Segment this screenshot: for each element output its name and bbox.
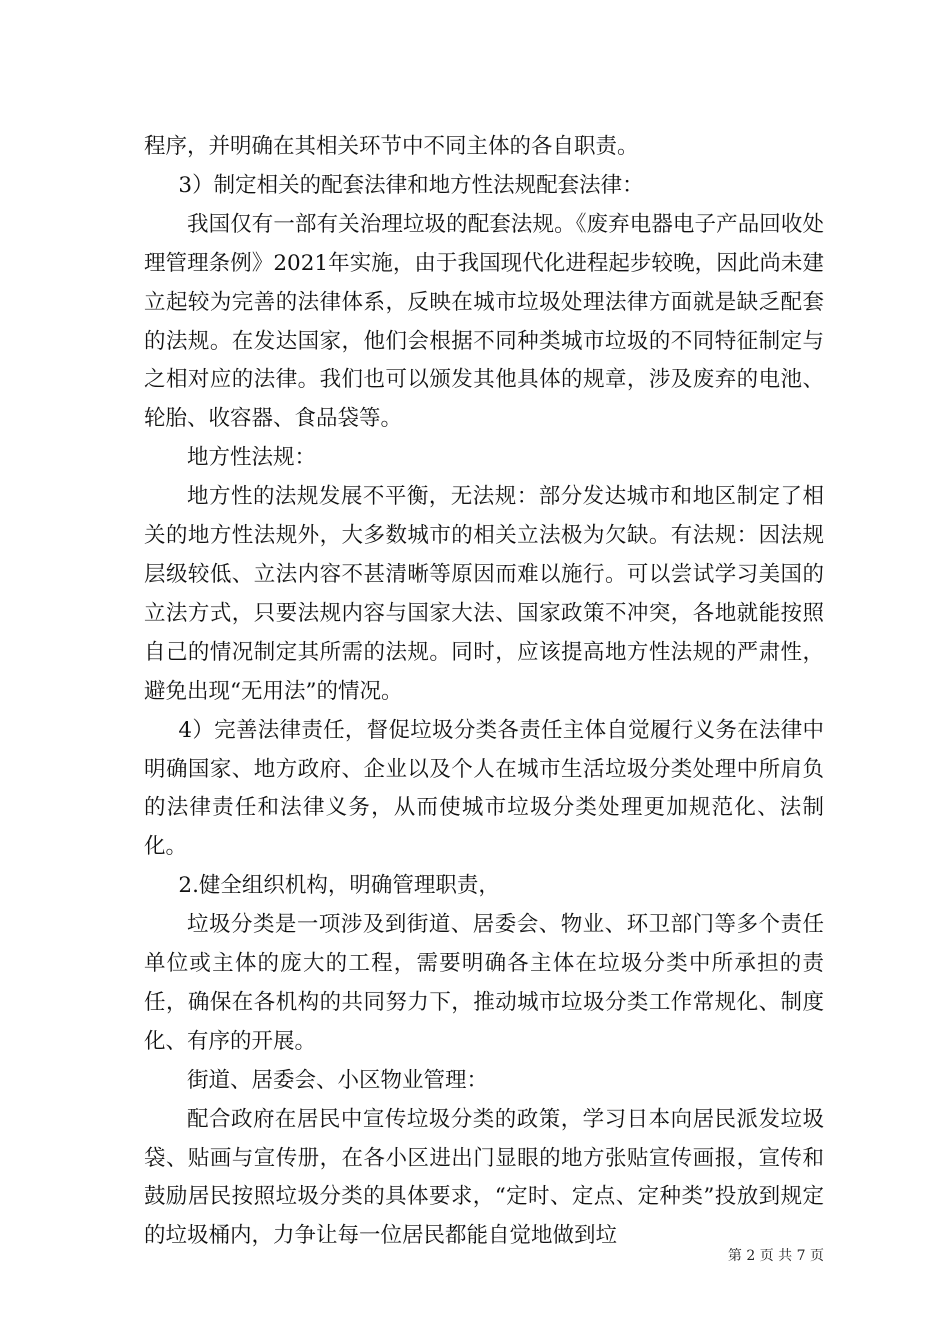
- page-number-footer: 第 2 页 共 7 页: [727, 1248, 824, 1264]
- paragraph-organization: 垃圾分类是一项涉及到街道、居委会、物业、环卫部门等多个责任单位或主体的庞大的工程，需要明确各主体在垃圾分类中所承担的责任，确保在各机构的共同努力下，推动城市垃圾分类工作常规化、制度化、有序的开展。: [144, 912, 824, 1054]
- paragraph-heading-local-regulations: 地方性法规：: [187, 445, 317, 471]
- paragraph-heading-community: 街道、居委会、小区物业管理：: [187, 1067, 489, 1093]
- paragraph-heading-4: 4）完善法律责任，督促垃圾分类各责任主体自觉履行义务在法律中明确国家、地方政府、企业以及个人在城市生活垃圾分类处理中所肩负的法律责任和法律义务，从而使城市垃圾分类处理更加规范化、法制化。: [144, 717, 824, 860]
- paragraph-local-regulations: 地方性的法规发展不平衡，无法规：部分发达城市和地区制定了相关的地方性法规外，大多数城市的相关立法极为欠缺。有法规：因法规层级较低、立法内容不甚清晰等原因而难以施行。可以尝试学习美国的立法方式，只要法规内容与国家大法、国家政策不冲突，各地就能按照自己的情况制定其所需的法规。同时，应该提高地方性法规的严肃性，避免出现“无用法”的情况。: [144, 484, 824, 704]
- paragraph-community: 配合政府在居民中宣传垃圾分类的政策，学习日本向居民派发垃圾袋、贴画与宣传册，在各小区进出门显眼的地方张贴宣传画报，宣传和鼓励居民按照垃圾分类的具体要求，“定时、定点、定种类”投放到规定的垃圾桶内，力争让每一位居民都能自觉地做到垃: [144, 1106, 824, 1249]
- document-body: [144, 128, 824, 1256]
- paragraph-heading-3: 3）制定相关的配套法律和地方性法规配套法律：: [178, 172, 644, 198]
- paragraph-supporting-laws: 我国仅有一部有关治理垃圾的配套法规。《废弃电器电子产品回收处理管理条例》2021年实施，由于我国现代化进程起步较晚，因此尚未建立起较为完善的法律体系，反映在城市垃圾处理法律方面就是缺乏配套的法规。在发达国家，他们会根据不同种类城市垃圾的不同特征制定与之相对应的法律。我们也可以颁发其他具体的规章，涉及废弃的电池、轮胎、收容器、食品袋等。: [144, 211, 824, 432]
- paragraph-continuation: 程序，并明确在其相关环节中不同主体的各自职责。: [144, 134, 639, 159]
- paragraph-heading-2: 2.健全组织机构，明确管理职责，: [178, 873, 500, 899]
